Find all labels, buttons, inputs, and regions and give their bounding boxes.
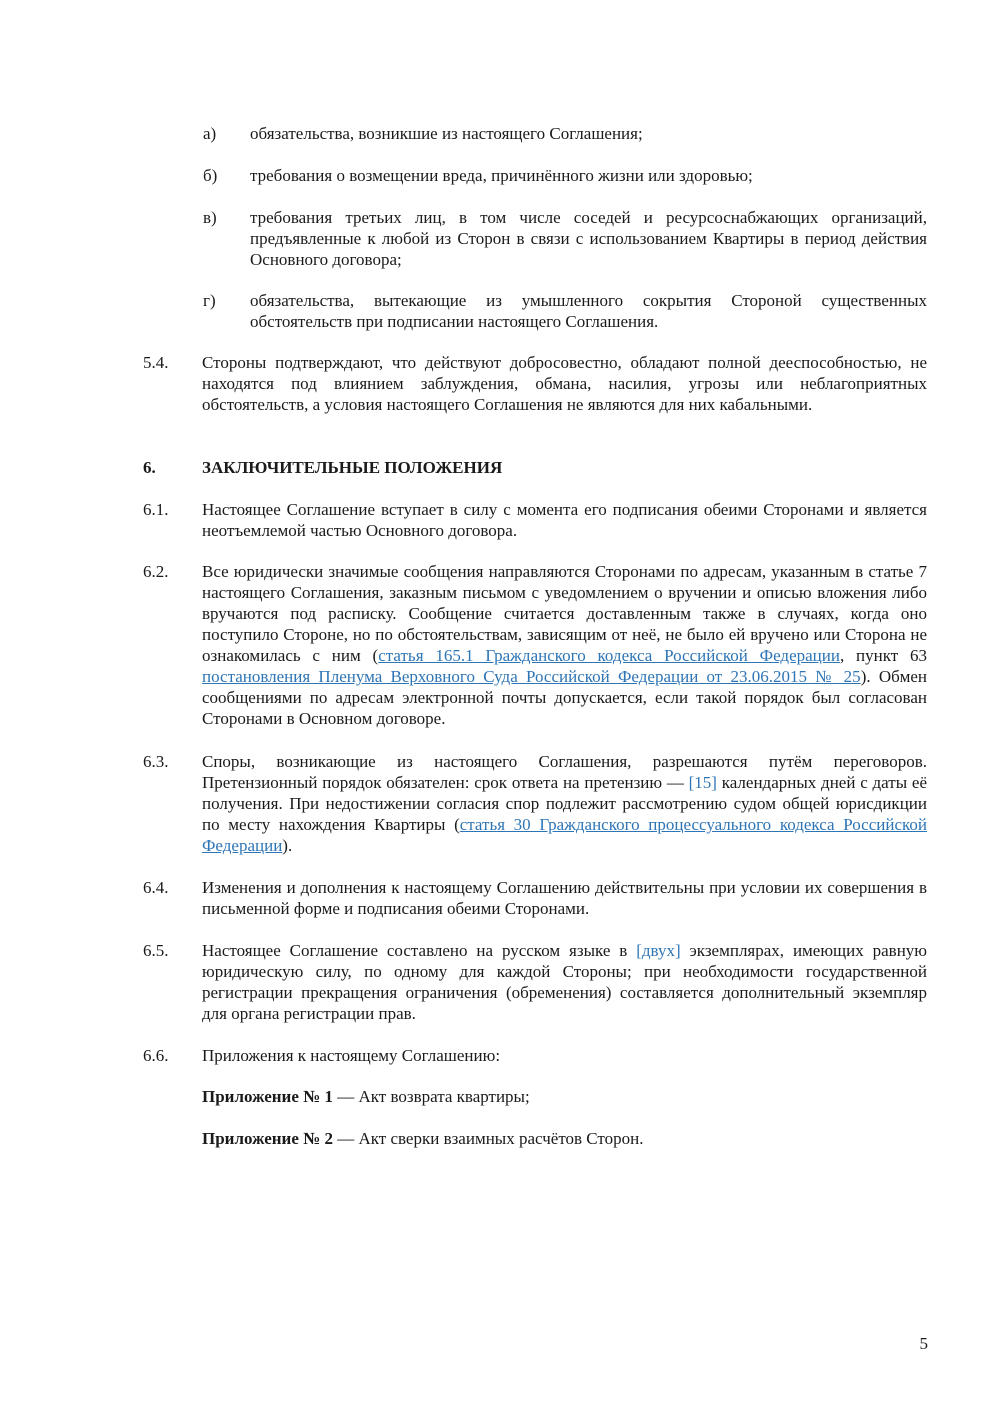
section-title: ЗАКЛЮЧИТЕЛЬНЫЕ ПОЛОЖЕНИЯ (202, 458, 503, 477)
clause-number: 6.5. (143, 941, 169, 960)
clause-number: 6.2. (143, 562, 169, 581)
subitem-marker: а) (203, 124, 217, 143)
clause-text-part: , пункт 63 (839, 646, 927, 665)
page-number: 5 (919, 1334, 928, 1353)
appendix-text: — Акт сверки взаимных расчётов Сторон. (332, 1129, 644, 1148)
clause-text: Настоящее Соглашение вступает в силу с момента его подписания обеими Сторонами и является неотъемлемой частью Основного договора. (202, 500, 927, 540)
subitem-marker: г) (203, 291, 216, 310)
clause-text-part: ). Обмен сообщениями по адресам электронной почты допускается, если такой порядок был согласован Сторонами в Основном договоре. (202, 667, 928, 728)
appendix-line (202, 1128, 927, 1149)
subitem-text: обязательства, вытекающие из умышленного сокрытия Стороной существенных обстоятельств при подписании настоящего Соглашения. (250, 291, 927, 331)
clause-number: 5.4. (143, 353, 169, 372)
placeholder-days: [15] (688, 773, 717, 792)
clause-number: 6.6. (143, 1046, 169, 1065)
civil-code-article-165-1-link[interactable]: статья 165.1 Гражданского кодекса Российской Федерации (378, 646, 840, 665)
clause-text: Стороны подтверждают, что действуют добросовестно, обладают полной дееспособностью, не находятся под влиянием заблуждения, обмана, насилия, угрозы или неблагоприятных обстоятельств, а условия настоящего Соглашения не являются для них кабальными. (202, 353, 927, 414)
appendix-line (202, 1086, 927, 1107)
clause-number: 6.4. (143, 878, 169, 897)
appendix-text: — Акт возврата квартиры; (332, 1087, 530, 1106)
clause-text: Изменения и дополнения к настоящему Соглашению действительны при условии их совершения в письменной форме и подписания обеими Сторонами. (202, 878, 927, 918)
clause-text-part: Все юридически значимые сообщения направляются Сторонами по адресам, указанным в статье 7 настоящего Соглашения, заказным письмом с уведомлением о вручении и описью вложения либо вручаются под расписку. Сообщение считается доставленным также в случаях, когда оно поступило Стороне, но по обстоятельствам, зависящим от неё, не было ей вручено или Сторона не ознакомилась с ним ( (202, 562, 927, 665)
clause-text (202, 561, 927, 729)
clause-text-part: календарных дней с даты её получения. При недостижении согласия спор подлежит рассмотрению судом общей юрисдикции по месту нахождения Квартиры ( (202, 773, 927, 834)
clause-text-part: Споры, возникающие из настоящего Соглашения, разрешаются путём переговоров. Претензионный порядок обязателен: срок ответа на претензию — (202, 752, 927, 792)
subitem-marker: в) (203, 208, 217, 227)
appendix-label: Приложение № 1 (202, 1087, 333, 1106)
clause-text-part: экземплярах, имеющих равную юридическую силу, по одному для каждой Стороны; при необходимости государственной регистрации прекращения ограничения (обременения) составляется дополнительный экземпляр для органа регистрации прав. (202, 941, 927, 1023)
subitem-marker: б) (203, 166, 218, 185)
appendix-label: Приложение № 2 (202, 1129, 333, 1148)
clause-text: Приложения к настоящему Соглашению: (202, 1046, 501, 1065)
clause-text-part: ). (282, 836, 293, 855)
subitem-text: обязательства, возникшие из настоящего Соглашения; (250, 124, 643, 143)
subitem-text: требования о возмещении вреда, причинённого жизни или здоровью; (250, 166, 753, 185)
clause-number: 6.3. (143, 752, 169, 771)
section-number: 6. (143, 458, 156, 477)
clause-text (202, 751, 927, 856)
supreme-court-plenum-resolution-link[interactable]: постановления Пленума Верховного Суда Российской Федерации от 23.06.2015 № 25 (202, 667, 861, 686)
civil-procedure-code-article-30-link[interactable]: статья 30 Гражданского процессуального кодекса Российской Федерации (202, 815, 927, 855)
placeholder-copies: [двух] (636, 941, 681, 960)
clause-number: 6.1. (143, 500, 169, 519)
clause-text-part: Настоящее Соглашение составлено на русском языке в (202, 941, 637, 960)
clause-text (202, 940, 927, 1024)
subitem-text: требования третьих лиц, в том числе соседей и ресурсоснабжающих организаций, предъявленные к любой из Сторон в связи с использованием Квартиры в период действия Основного договора; (250, 208, 927, 269)
